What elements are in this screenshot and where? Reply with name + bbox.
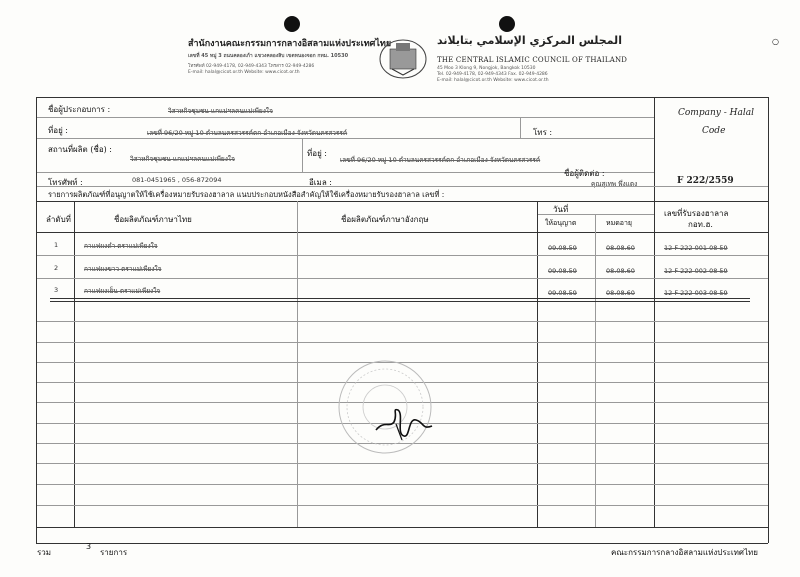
company-halal-label: Company - Halal [678,108,754,118]
en-org-name: THE CENTRAL ISLAMIC COUNCIL OF THAILAND [437,56,628,64]
row-cert: 12 F 222 001 08 59 [664,244,728,252]
address-value: เลขที่ 96/20 หมู่ 10 ตำบลนครสวรรค์ตก อำเภอเมือง จังหวัดนครสวรรค์ [147,129,348,137]
th-contact: โทรศัพท์ 02-949-4178, 02-949-4343 โทรสาร 02-949-4286 [188,64,315,69]
halal-code: F 222/2559 [677,176,734,186]
factory-name: วิสาหกิจชุมชน แกแม่ฯลคนแม่เพียงใจ [130,155,235,163]
col-name-th-header: ชื่อผลิตภัณฑ์ภาษาไทย [114,215,192,224]
row-name-th: กาแฟผงขาว ตราแม่เพียงใจ [84,265,162,273]
row-name-th: กาแฟผงเย็น ตราแม่เพียงใจ [84,287,161,295]
col-cert-subheader: กอท.ฮ. [688,220,713,229]
phone-label: โทร : [533,128,553,137]
list-statement: รายการผลิตภัณฑ์ที่อนุญาตให้ใช้เครื่องหมายรับรองฮาลาล แนบประกอบหนังสือสำคัญให้ใช้เครื่องหมายรับรองฮาลาล เลขที่ : [48,190,445,199]
council-footer: คณะกรรมการกลางอิสลามแห่งประเทศไทย [611,548,758,557]
row-cert: 12 F 222 003 08 59 [664,289,728,297]
punch-hole [284,16,300,32]
row-cert: 12 F 222 002 08 59 [664,267,728,275]
row-expiry: 08.08.60 [606,244,635,252]
address-label: ที่อยู่ : [48,126,69,135]
row-no: 1 [54,241,59,249]
col-name-en-header: ชื่อผลิตภัณฑ์ภาษาอังกฤษ [341,215,429,224]
en-address: 45 Moo 3 Klong 9, Nongjok, Bangkok 10530 [437,66,536,71]
signature [370,400,440,445]
row-name-th: กาแฟผงดำ ตราแม่เพียงใจ [84,242,158,250]
items-label: รายการ [100,548,128,557]
col-cert-header: เลขที่รับรองฮาลาล [664,209,729,218]
council-logo [378,35,428,80]
punch-hole [499,16,515,32]
applicant-label: ชื่อผู้ประกอบการ : [48,105,111,114]
total-label: รวม [37,548,52,557]
col-expiry-header: หมดอายุ [606,219,633,227]
th-web: E-mail: halal@cicot.or.th Website: www.cicot.or.th [188,70,300,75]
th-org-name: สำนักงานคณะกรรมการกลางอิสลามแห่งประเทศไทย [188,39,392,49]
th-address: เลขที่ 45 หมู่ 3 ถนนคลองเก้า แขวงคลองสิบ เขตหนองจอก กทม. 10530 [188,53,349,59]
row-issued: 09.08.59 [548,289,577,297]
row-expiry: 08.08.60 [606,267,635,275]
corner-mark: ○ [772,37,779,46]
factory-address-label: ที่อยู่ : [307,149,328,158]
ar-org-name: المجلس المركزي الإسلامي بتايلاند [437,34,622,47]
contact-value: คุณสุเทพ พึ่งแตง [591,180,638,188]
total-count: 3 [86,542,92,551]
tel-label: โทรศัพท์ : [48,178,83,187]
row-no: 2 [54,264,59,272]
applicant-name: วิสาหกิจชุมชน แกแม่ฯลคนแม่เพียงใจ [168,107,273,115]
en-contact: Tel. 02-949-4178, 02-949-4343 Fax. 02-949-4286 [437,72,548,77]
code-label: Code [702,126,726,136]
email-label: อีเมล : [309,178,332,187]
contact-label: ชื่อผู้ติดต่อ : [564,169,605,178]
tel-value: 081-0451965 , 056-872094 [132,176,222,184]
en-web: E-mail: halal@cicot.or.th Website: www.cicot.or.th [437,78,549,83]
row-issued: 09.08.59 [548,267,577,275]
col-issued-header: ให้อนุญาต [545,219,577,227]
row-no: 3 [54,286,59,294]
col-date-header: วันที่ [553,205,569,214]
row-expiry: 08.08.60 [606,289,635,297]
factory-address: เลขที่ 96/20 หมู่ 10 ตำบลนครสวรรค์ตก อำเภอเมือง จังหวัดนครสวรรค์ [340,156,541,164]
col-no-header: ลำดับที่ [46,215,71,224]
row-issued: 09.08.59 [548,244,577,252]
factory-label: สถานที่ผลิต (ชื่อ) : [48,145,113,154]
